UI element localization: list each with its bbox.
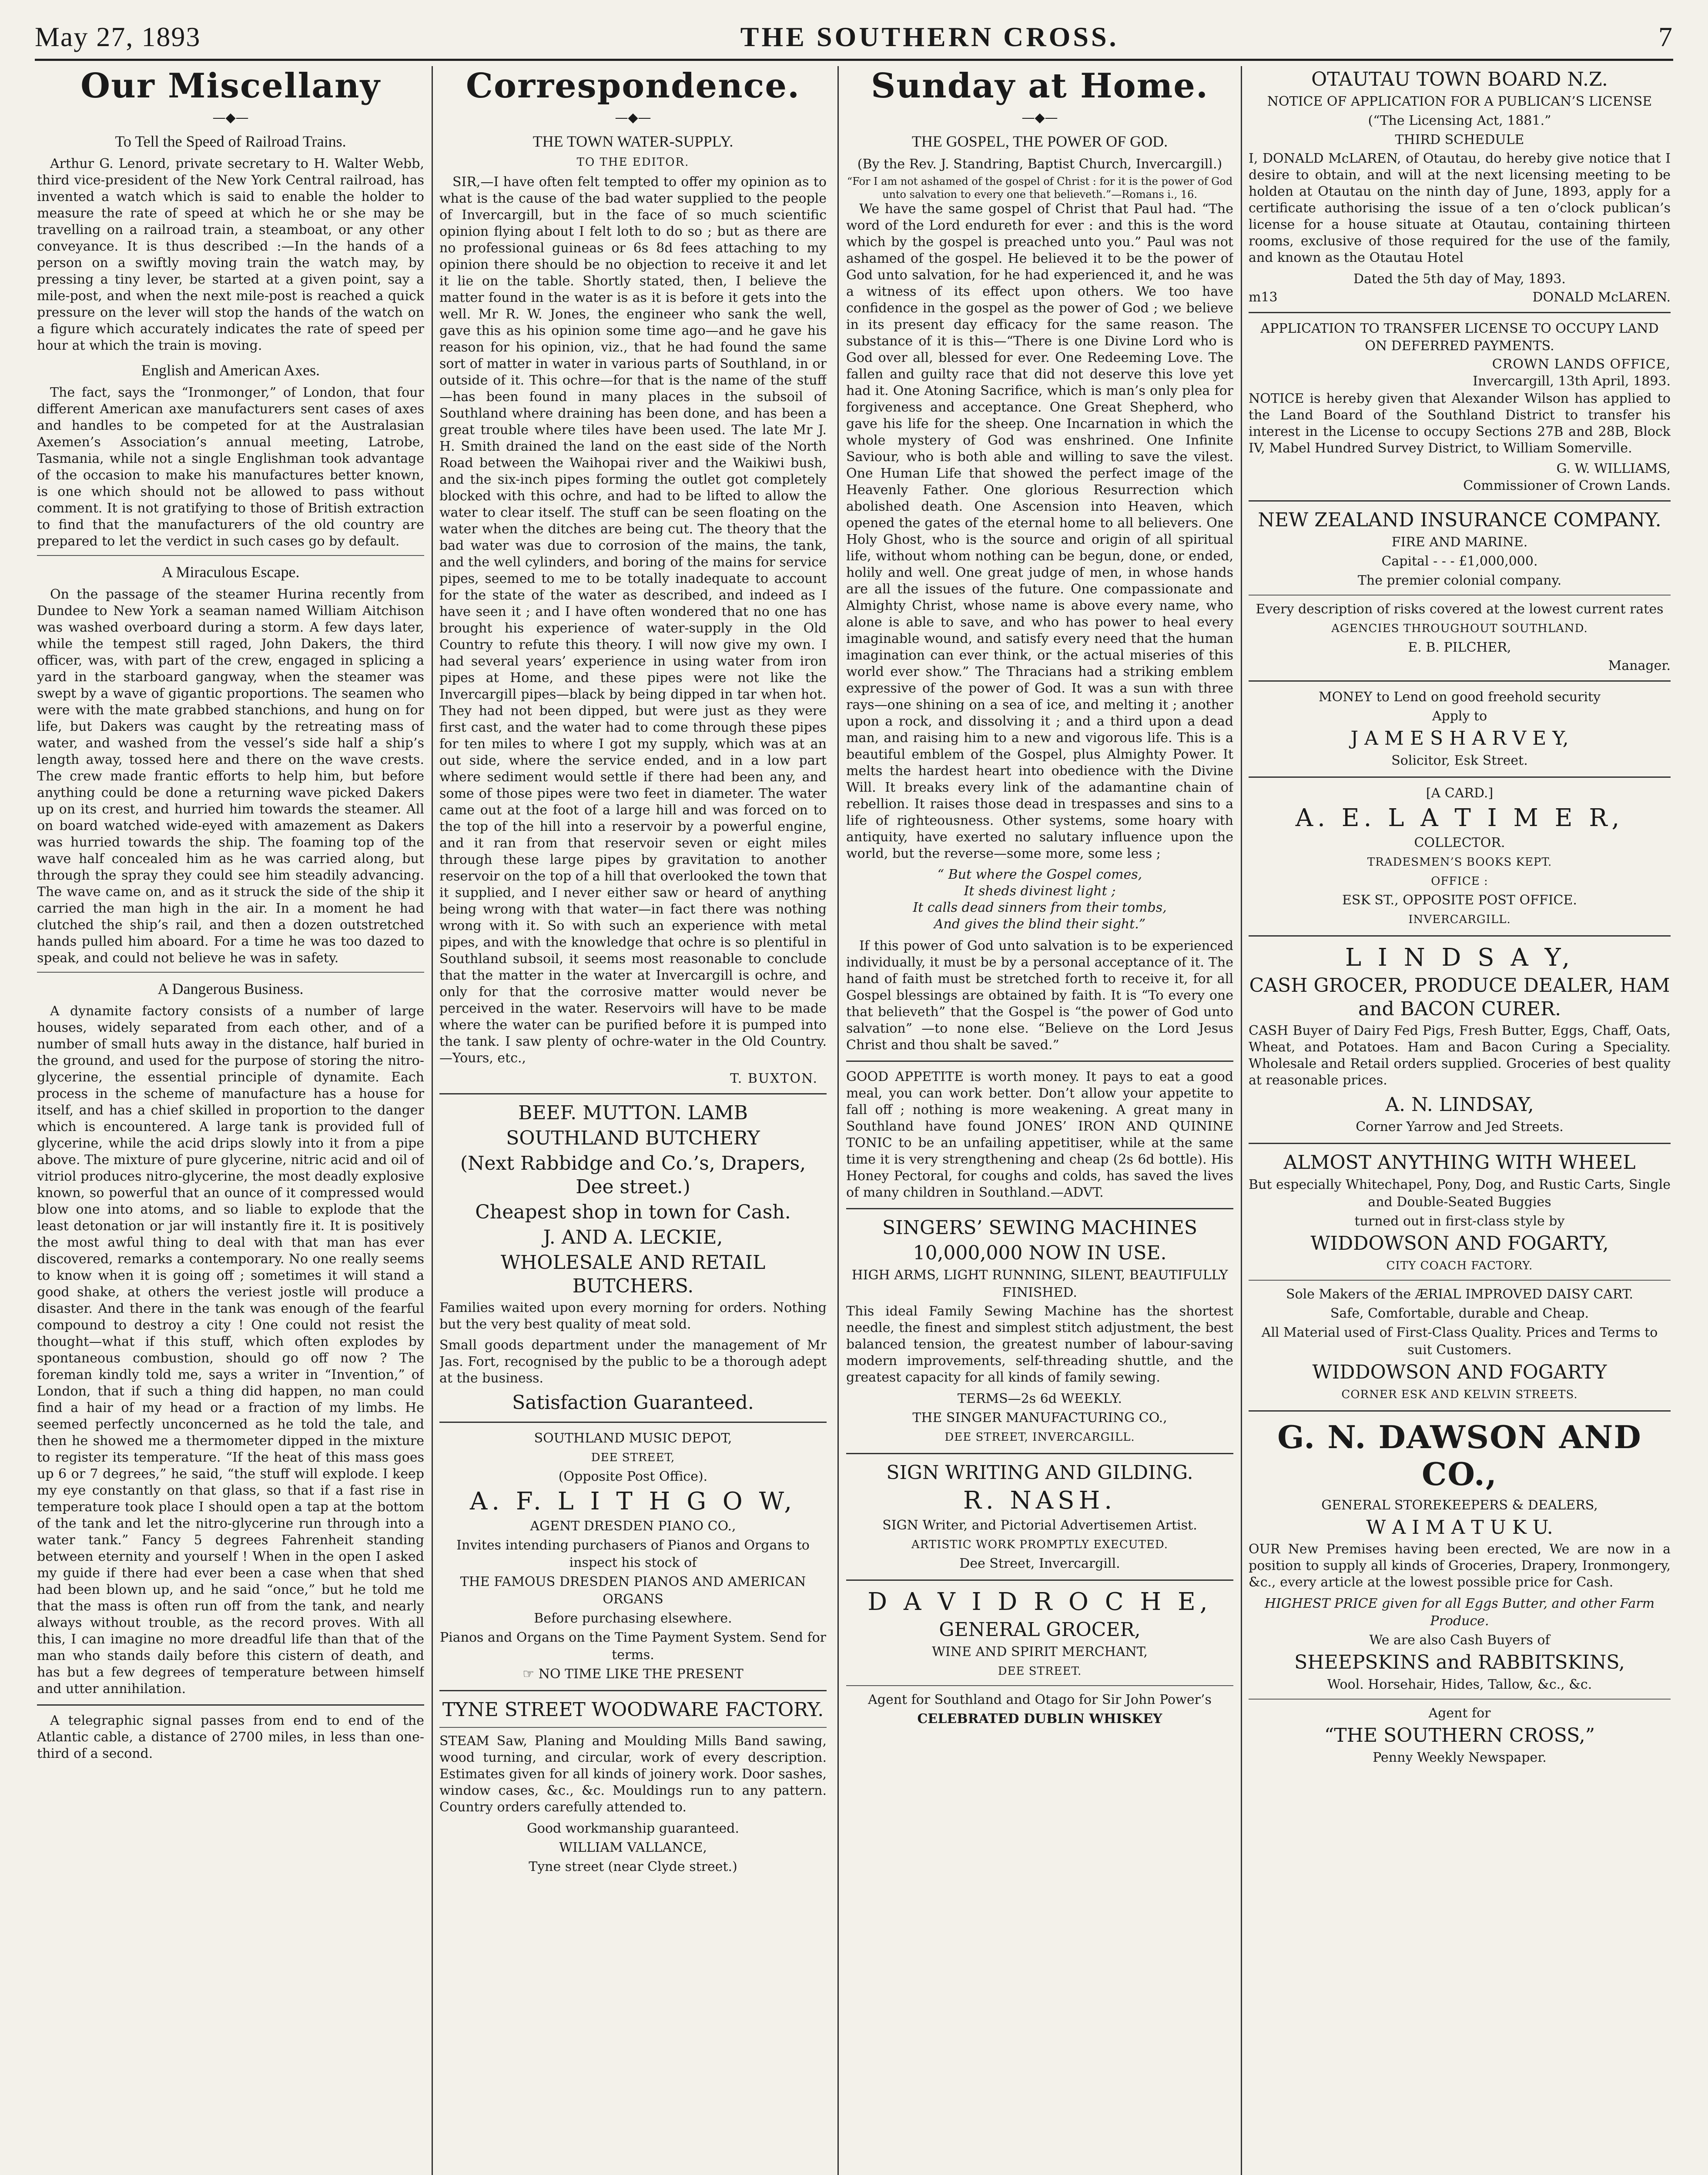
masthead-rule [35,59,1673,61]
ad-proprietor: E. B. PILCHER, [1408,640,1511,655]
letter-text: SIR,—I have often felt tempted to offer my opinion as to what is the cause of the bad water supplied to the people of Invercargill, but in the face of so much scientific opinion flying about I felt loth to do so ; but as there are no professional guineas or 6s 8d fees attaching to my opinion there should be no objection to receive it and let it lie on the table. Shortly stated, then, I believe the matter found in the water is as it is before it gets into the well. Mr R. W. Jones, the engineer who sank the well, gave this as his opinion some time ago—and he gave his reason for his opinion, viz., that he had found the same sort of matter in water in various parts of Southland, in or outside of it. This ochre—for that is the name of the stuff—has been found in many places in the subsoil of Southland where draining has been done, and has been a great trouble where tiles have been used. The late Mr J. H. Smith drained the land on the east side of the North Road between the Waihopai river and the Waikiwi bush, and the six-inch pipes forming the outlet got completely blocked with this ochre, and had to be lifted to allow the water to clear itself. The stuff can be seen floating on the water when the ditches are being cut. The theory that the bad water was due to corrosion of the mains, the tank, and the well cylinders, and boring of the mains for service pipes, seemed to me to be totally inadequate to account for the state of the water as described, and indeed as I have seen it ; and I have often wondered that no one has brought his experience of water-supply in the Old Country to refute this theory. I will now give my own. I had several years’ experience in using water from iron pipes at Home, and these pipes were not like the Invercargill pipes—black by being dipped in tar when hot. They had not been dipped, but were just as they were first cast, and the water had to come through these pipes for ten miles to where I got my supply, which was at an out side, where the service ended, and in a low part where sediment would settle if there had been any, and some of those pipes were two feet in diameter. The water came out at the foot of a large hill and was forced on to the top of the hill into a reservoir by a powerful engine, and it ran from that reservoir seven or eight miles through these large pipes by gravitation to another reservoir on the top of a hill that overlooked the town that it supplied, and I never either saw or heard of anything being wrong with that water—in fact there was nothing wrong with it. So with such an experience with metal pipes, and with the knowledge that ochre is so plentiful in Southland subsoil, it seems most reasonable to conclude that the matter in the water at Invercargill is ochre, and only for that the corrosive matter would never be perceived in the water. Reservoirs will have to be made where the water can be purified before it is pumped into the tank. I saw plenty of ochre-water in the Old Country.—Yours, etc., [439,174,827,1066]
ad-line [439,1666,827,1683]
notice-office: CROWN LANDS OFFICE, [1492,357,1671,372]
ad-line: The premier colonial company. [1357,573,1562,588]
column-divider [432,66,433,2175]
notice-signature: DONALD McLAREN. [1532,290,1671,305]
page-number: 7 [1658,21,1673,52]
divider [1249,1280,1671,1281]
column-divider [1241,66,1242,2175]
divider [439,1690,827,1691]
ad-proprietor: A. F. L I T H G O W, [469,1487,797,1516]
divider [1249,500,1671,502]
ad-singer-machines [846,1216,1233,1446]
ad-line: Good workmanship guaranteed. [526,1821,740,1836]
ad-proprietor: L I N D S A Y, [1345,944,1574,972]
notice-heading: APPLICATION TO TRANSFER LICENSE TO OCCUPY LAND ON DEFERRED PAYMENTS. [1260,321,1659,354]
ad-proprietor: A. E. L A T I M E R, [1295,804,1624,832]
section-title: Correspondence. [466,66,800,106]
article-text: On the passage of the steamer Hurina recently from Dundee to New York a seaman named William Aitchison was washed overboard during a storm. A few days later, while the tempest still raged, John Dakers, the third officer, was, with part of the crew, engaged in splicing a yard in the starboard gangway, when the steamer was swept by a wave of gigantic proportions. The seamen who were with the mate grabbed stanchions, and hung on for life, but Dakers was caught by the retreating mass of water, and washed from the vessel’s side half a ship’s length away, tossed here and there on the wave crests. The crew made frantic efforts to help him, but before anything could be done a returning wave picked Dakers up on its crest, and hurried him towards the steamer. All on board watched wide-eyed with amazement as Dakers was hurried towards the ship. The foaming top of the wave half concealed him as he was carried along, but through the spray they could see him steadily advancing. The wave came on, and as it struck the side of the ship it carried the man high in the air. In a moment he had clutched the ship’s rail, and then a dozen outstretched hands pulled him aboard. For a time he was too dazed to speak, and could not believe he was in safety. [37,587,424,966]
ad-proprietor: J. AND A. LECKIE, [543,1226,723,1248]
ad-line: Every description of risks covered at the lowest current rates [1256,602,1664,617]
ad-headline: ALMOST ANYTHING WITH WHEEL [1283,1151,1636,1174]
ad-line: THE SINGER MANUFACTURING CO., [912,1410,1167,1425]
notice-ref: m13 [1249,290,1278,305]
pointing-hand-icon: ☞ [522,1666,535,1682]
divider [37,555,424,556]
ad-proprietor: WIDDOWSON AND FOGARTY [1312,1361,1607,1383]
ad-sign-writing [846,1461,1233,1573]
ad-line: 10,000,000 NOW IN USE. [913,1242,1167,1264]
ad-line: CITY COACH FACTORY. [1386,1259,1533,1272]
notice-text: NOTICE is hereby given that Alexander Wilson has applied to the Land Board of the Southland District to transfer his interest in the License to occupy Sections 27B and 28B, Block IV, Mabel Hundred Survey District, to William Somerville. [1249,391,1671,456]
ad-text: GOOD APPETITE is worth money. It pays to eat a good meal, you can work better. Don’t allow your appetite to fall off ; nothing is more weakening. A great many in Southland have found JONES’ IRON AND QUININE TONIC to be an unfailing appetitiser, while at the same time it is very strengthening and cheap (2s 6d bottle). His Honey Pectoral, for coughs and colds, has saved the lives of many children in Southland.—ADVT. [846,1069,1233,1200]
ad-southland-butchery [439,1101,827,1415]
ad-music-depot [439,1430,827,1683]
column-sunday-at-home [846,66,1233,2175]
ad-address: Dee Street, Invercargill. [959,1556,1120,1571]
newspaper-title: THE SOUTHERN CROSS. [740,21,1119,52]
divider [37,972,424,973]
ad-line: COLLECTOR. [1414,835,1505,850]
notice-signature: G. W. WILLIAMS, [1556,461,1671,476]
ad-nz-insurance [1249,509,1671,673]
notice-text: I, DONALD McLAREN, of Otautau, do hereby give notice that I desire to obtain, and will at the next licensing meeting to be holden at Otautau on the ninth day of June, 1893, apply for a certificate authorising the issue of a ten o’clock publican’s license for a house situate at Otautau, containing thirteen rooms, exclusive of those required for the use of the family, and known as the Otautau Hotel [1249,151,1671,265]
ad-proprietor: G. N. DAWSON AND CO., [1277,1419,1642,1492]
divider [1249,680,1671,682]
ad-line: AGENT DRESDEN PIANO CO., [530,1519,736,1534]
ad-proprietor: D A V I D R O C H E, [867,1588,1212,1616]
divider [1249,1143,1671,1144]
ad-line: FIRE AND MARINE. [1391,535,1528,550]
ad-line: CASH GROCER, PRODUCE DEALER, HAM and BACON CURER. [1249,974,1670,1020]
ad-line: Sole Makers of the ÆRIAL IMPROVED DAISY CART. [1286,1287,1634,1302]
ad-text: CASH Buyer of Dairy Fed Pigs, Fresh Butter, Eggs, Chaff, Oats, Wheat, and Potatoes. Ham and Bacon Curing a Speciality. Wholesale and Retail orders supplied. Groceries of best quality at reasonable prices. [1249,1023,1671,1088]
ad-line: Safe, Comfortable, durable and Cheap. [1330,1306,1589,1321]
ad-proprietor: A. N. LINDSAY, [1385,1094,1534,1116]
ad-line: OFFICE : [1431,875,1488,888]
ad-address: W A I M A T U K U. [1366,1516,1553,1539]
ad-line: All Material used of First-Class Quality. Prices and Terms to suit Customers. [1261,1325,1658,1358]
divider [439,1093,827,1094]
ad-line: Penny Weekly Newspaper. [1373,1750,1547,1765]
notice-date: Dated the 5th day of May, 1893. [1353,271,1566,287]
ad-line: TRADESMEN’S BOOKS KEPT. [1367,856,1552,869]
ad-line: WINE AND SPIRIT MERCHANT, [932,1644,1148,1660]
article-heading: THE GOSPEL, THE POWER OF GOD. [911,133,1168,150]
notice-transfer-license [1249,320,1671,493]
divider [1249,595,1671,596]
notice-signoff [1249,290,1671,305]
article-heading: THE TOWN WATER-SUPPLY. [532,133,733,150]
ad-headline: SOUTHLAND MUSIC DEPOT, [534,1431,732,1446]
ad-address: INVERCARGILL. [1408,913,1511,926]
ad-line: Pianos and Organs on the Time Payment System. Send for terms. [439,1630,827,1663]
ad-line: SHEEPSKINS and RABBITSKINS, [1294,1651,1625,1673]
ad-widdowson-fogarty [1249,1151,1671,1403]
ad-line: But especially Whitechapel, Pony, Dog, and Rustic Carts, Single and Double-Seated Buggies [1249,1177,1671,1210]
ad-headline: SIGN WRITING AND GILDING. [886,1462,1193,1484]
divider [846,1208,1233,1209]
ad-line: THE FAMOUS DRESDEN PIANOS AND AMERICAN ORGANS [460,1574,806,1607]
ad-address: ESK ST., OPPOSITE POST OFFICE. [1342,893,1577,908]
masthead [35,17,1673,57]
notice-subheading: NOTICE OF APPLICATION FOR A PUBLICAN’S LICENSE [1267,94,1652,109]
ad-text: STEAM Saw, Planing and Moulding Mills Band sawing, wood turning, and circular, work of every description. Estimates given for all kinds of joinery work. Door sashes, window cases, &c., &c. Mouldings run to any pattern. Country orders carefully attended to. [439,1733,827,1815]
ornament: —◆— [212,110,249,125]
column-correspondence [439,66,827,2175]
ad-line: Invites intending purchasers of Pianos and Organs to inspect his stock of [456,1538,810,1570]
notice-line: THIRD SCHEDULE [1395,132,1524,147]
article-byline: (By the Rev. J. Standring, Baptist Church, Invercargill.) [857,157,1222,172]
article-text: A dynamite factory consists of a number of large houses, widely separated from each other, and of a number of small huts away in the distance, half buried in the ground, and used for the purpose of storing the nitro-glycerine, the essential principle of dynamite. Each process in the scheme of manufacture has a house for itself, and has a chief skilled in proportion to the danger which is encountered. A large tank is provided full of glycerine, while the acid drips slowly into it from a pipe above. The mixture of pure glycerine, nitric acid and oil of vitriol produces nitro-glycerine, the most deadly explosive known, so powerful that an ounce of it compressed would blow one into atoms, and so liable to explode that the least detonation or jar will instantly fire it. It is positively the most awful thing to deal with that man has ever discovered, remarks a contemporary. No one really seems to know when it is going off ; sometimes it will stand a good shake, at others the veriest jostle will produce a disaster. And there in the tank was enough of the fearful compound to destroy a city ! One could not resist the thought—what if this stuff, which often explodes by spontaneous combustion, should go off now ? The foreman kindly told me, says a writer in “Invention,” of London, that if such a thing did happen, no man could find a hair of my head or a fraction of my limbs. He seemed perfectly unconcerned as he told the tale, and then he showed me a thermometer dipped in the mixture to register its temperature. “If the heat of this mass goes up 6 or 7 degrees,” he said, “the stuff will explode. I keep my eye constantly on that glass, so that if a fast rise in temperature took place I should open a tap at the bottom of the tank and let the nitro-glycerine run through into a water tank.” Fancy 5 degrees Fahrenheit standing between eternity and yourself ! When in the open I asked my guide if there had ever been a case when that shed had been blown up, and he said “once,” but he told me that the mass is often run off from the tank, and nearly always without trouble, as the record proves. With all this, I can imagine no more dreadful life than that of the man who stands daily before this cistern of death, and has but a few degrees of temperature between himself and utter annihilation. [37,1004,424,1696]
ad-lindsay-grocer [1249,944,1671,1136]
scripture-epigraph: “For I am not ashamed of the gospel of Christ : for it is the power of God unto salvation to every one that believeth.”—Romans i., 16. [847,175,1233,201]
ad-woodware-factory [439,1698,827,1876]
ad-line: Wool. Horsehair, Hides, Tallow, &c., &c. [1327,1677,1592,1692]
ornament: —◆— [1021,110,1058,125]
notice-title: Commissioner of Crown Lands. [1463,478,1671,493]
ad-line: Manager. [1608,658,1671,673]
verse-line: And gives the blind their sight.” [934,917,1146,932]
ad-address: Corner Yarrow and Jed Streets. [1356,1119,1564,1134]
column-divider [837,66,839,2175]
ad-line: [A CARD.] [1426,786,1494,801]
divider [439,1422,827,1423]
ad-line: We are also Cash Buyers of [1369,1633,1550,1648]
ad-text: OUR New Premises having been erected, We are now in a position to supply all kinds of Groceries, Drapery, Ironmongery, &c., every article at the lowest possible price for Cash. [1249,1542,1671,1590]
sermon-text: We have the same gospel of Christ that Paul had. “The word of the Lord endureth for ever : and this is the word which by the gospel is preached unto you.” Paul was not ashamed of the gospel. He believed it to be the power of God unto salvation, for he had experienced it, and he was a witness of its effect upon others. We too have confidence in the gospel as the power of God ; we believe in its present day efficacy for the same reason. The substance of it is this—“There is one Divine Lord who is God over all, blessed for ever. One Redeeming Love. The fallen and guilty race that did not deserve this love yet had it. One Atoning Sacrifice, which is man’s only plea for forgiveness and acceptance. One Great Shepherd, who gave his life for the sheep. One Incarnation in which the whole mystery of God was enshrined. One Infinite Saviour, who is both able and willing to save the vilest. One Human Life that showed the perfect image of the Heavenly Father. One glorious Resurrection which abolished death. One Ascension into Heaven, which opened the gates of the eternal home to all believers. One Holy Ghost, who is the source and origin of all spiritual life, without whom nothing can be begun, done, or ended, holily and well. One great judge of men, in whose hands are all the issues of the future. One compassionate and Almighty Christ, whose name is above every name, who alone is able to save, and who has power to heal every imaginable wound, and satisfy every need that the human imagination can ever think, or the actual miseries of this world ever show.” The Thracians had a striking emblem expressive of the power of God. It was a sun with three rays—one shining on a sea of ice, and melting it ; another upon a rock, and dissolving it ; and a third upon a dead man, and raising him to a new and vigorous life. This is a beautiful emblem of the Gospel, plus Almighty Power. It melts the hardest heart into obedience with the Divine Will. It breaks every link of the adamantine chain of rebellion. It raises those dead in trespasses and sins to a life of righteousness. Other systems, some hoary with antiquity, have exerted no salutary influence upon the world, but the reverse—some more, some less ; [846,201,1233,861]
ornament: —◆— [615,110,651,125]
ad-proprietor: WIDDOWSON AND FOGARTY, [1310,1232,1609,1255]
ad-text: Families waited upon every morning for orders. Nothing but the very best quality of meat sold. [439,1300,827,1332]
divider [439,1727,827,1728]
divider [846,1061,1233,1062]
divider [1249,776,1671,778]
divider [1249,935,1671,937]
divider [846,1579,1233,1581]
column-notices [1249,66,1671,2175]
ad-text: Small goods department under the management of Mr Jas. Fort, recognised by the public to be a thorough adept at the business. [439,1338,827,1386]
article-heading: A Miraculous Escape. [161,563,300,581]
section-title: Our Miscellany [80,66,381,106]
ad-line: Apply to [1432,709,1487,724]
verse-line: “ But where the Gospel comes, [937,867,1142,882]
column-miscellany [37,66,424,2175]
divider [37,1704,424,1706]
verse [846,867,1233,933]
ad-text: This ideal Family Sewing Machine has the shortest needle, the finest and simplest stitch adjustment, the best balanced tension, the greatest number of labour-saving modern improvements, self-threading shuttle, and the greatest capacity for all kinds of family sewing. [846,1304,1233,1385]
ad-headline: BEEF. MUTTON. LAMB [518,1102,748,1124]
ad-address: (Opposite Post Office). [558,1469,708,1484]
sermon-text: If this power of God unto salvation is to be experienced individually, it must be by a personal acceptance of it. The hand of faith must be stretched forth to receive it, for all Gospel blessings are obtained by faith. It is “To every one that believeth” that the Gospel is “the power of God unto salvation” —to none else. “Believe on the Lord Jesus Christ and thou shalt be saved.” [846,938,1233,1053]
ad-business-name: SOUTHLAND BUTCHERY [506,1127,760,1149]
ad-slogan: NO TIME LIKE THE PRESENT [538,1666,743,1682]
divider [846,1685,1233,1686]
notice-heading: OTAUTAU TOWN BOARD N.Z. [1311,68,1608,90]
ad-address: DEE STREET, [591,1451,675,1464]
ad-dawson-co [1249,1419,1671,1767]
article-heading: English and American Axes. [141,361,320,379]
ad-headline: SINGERS’ SEWING MACHINES [882,1217,1198,1239]
section-title: Sunday at Home. [871,66,1209,106]
ad-line: WHOLESALE AND RETAIL BUTCHERS. [500,1251,766,1297]
article-text: A telegraphic signal passes from end to end of the Atlantic cable, a distance of 2700 miles, in less than one-third of a second. [37,1713,424,1761]
ad-line: Capital - - - £1,000,000. [1381,554,1538,569]
divider [1249,1699,1671,1700]
verse-line: It sheds divinest light ; [964,883,1116,899]
ad-line: Satisfaction Guaranteed. [512,1392,754,1414]
notice-line: (“The Licensing Act, 1881.” [1368,113,1551,128]
ad-proprietor: WILLIAM VALLANCE, [559,1840,707,1855]
ad-line: AGENCIES THROUGHOUT SOUTHLAND. [1331,622,1588,635]
divider [1249,312,1671,313]
ad-line: Agent for Southland and Otago for Sir John Power’s [868,1692,1212,1707]
divider [1249,1410,1671,1412]
ad-line: TERMS—2s 6d WEEKLY. [957,1391,1122,1406]
ad-address: CORNER ESK AND KELVIN STREETS. [1341,1388,1578,1401]
ad-address: (Next Rabbidge and Co.’s, Drapers, Dee street.) [460,1152,806,1198]
ad-headline: NEW ZEALAND INSURANCE COMPANY. [1258,509,1661,531]
ad-proprietor: R. NASH. [963,1486,1117,1515]
ad-line: turned out in first-class style by [1354,1214,1565,1229]
ad-line: GENERAL GROCER, [939,1619,1141,1641]
divider [846,1453,1233,1454]
verse-line: It calls dead sinners from their tombs, [913,900,1167,915]
ad-line: HIGHEST PRICE given for all Eggs Butter, and other Farm Produce. [1264,1596,1655,1629]
ad-address: Tyne street (near Clyde street.) [529,1859,737,1874]
notice-otautau-license [1249,68,1671,305]
ad-line: Agent for [1428,1706,1491,1721]
ad-line: ARTISTIC WORK PROMPTLY EXECUTED. [911,1538,1169,1551]
ad-proprietor: J A M E S H A R V E Y, [1350,727,1569,750]
ad-line: HIGH ARMS, LIGHT RUNNING, SILENT, BEAUTIFULLY FINISHED. [851,1268,1228,1300]
issue-date: May 27, 1893 [35,21,201,52]
ad-address: DEE STREET. [998,1665,1082,1678]
ad-line: Before purchasing elsewhere. [534,1611,732,1626]
ad-headline: TYNE STREET WOODWARE FACTORY. [442,1699,824,1721]
ad-address: Solicitor, Esk Street. [1391,753,1528,768]
letter-salutation: TO THE EDITOR. [576,156,690,169]
ad-line: SIGN Writer, and Pictorial Advertisemen Artist. [882,1518,1197,1533]
ad-line: GENERAL STOREKEEPERS & DEALERS, [1321,1498,1598,1513]
article-text: Arthur G. Lenord, private secretary to H. Walter Webb, third vice-president of the New York Central railroad, has invented a watch which is said to enable the holder to measure the rate of speed at which he or she may be travelling on a railroad train, a steamboat, or any other conveyance. It is thus described :—In the hands of a person on a swiftly moving train the watch may, by pressing a tiny lever, be started at a given point, say a mile-post, and when the next mile-post is reached a quick pressure on the lever will stop the hands of the watch on a figure which accurately indicates the rate of speed per hour at which the train is moving. [37,156,424,353]
ad-jones-tonic [846,1069,1233,1201]
ad-line: CELEBRATED DUBLIN WHISKEY [917,1711,1162,1727]
ad-line: Cheapest shop in town for Cash. [475,1201,791,1223]
notice-date: Invercargill, 13th April, 1893. [1473,374,1671,389]
ad-david-roche [846,1588,1233,1728]
ad-line: “THE SOUTHERN CROSS,” [1324,1724,1595,1747]
letter-signature: T. BUXTON. [730,1071,818,1086]
article-heading: To Tell the Speed of Railroad Trains. [115,133,346,150]
ad-latimer-card [1249,785,1671,928]
ad-headline: MONEY to Lend on good freehold security [1318,689,1601,705]
article-text: The fact, says the “Ironmonger,” of London, that four different American axe manufacturers sent cases of axes and handles to be competed for at the Australasian Axemen’s Association’s annual meeting, Latrobe, Tasmania, while not a single Englishman took advantage of the occasion to make his manufactures better known, is one which should not be allowed to pass without comment. It is not gratifying to those of British extraction to find that the manufacturers of the old country are prepared to let the verdict in such cases go by default. [37,385,424,549]
ad-money-to-lend [1249,689,1671,770]
article-heading: A Dangerous Business. [157,980,304,997]
ad-address: DEE STREET, INVERCARGILL. [944,1431,1135,1444]
